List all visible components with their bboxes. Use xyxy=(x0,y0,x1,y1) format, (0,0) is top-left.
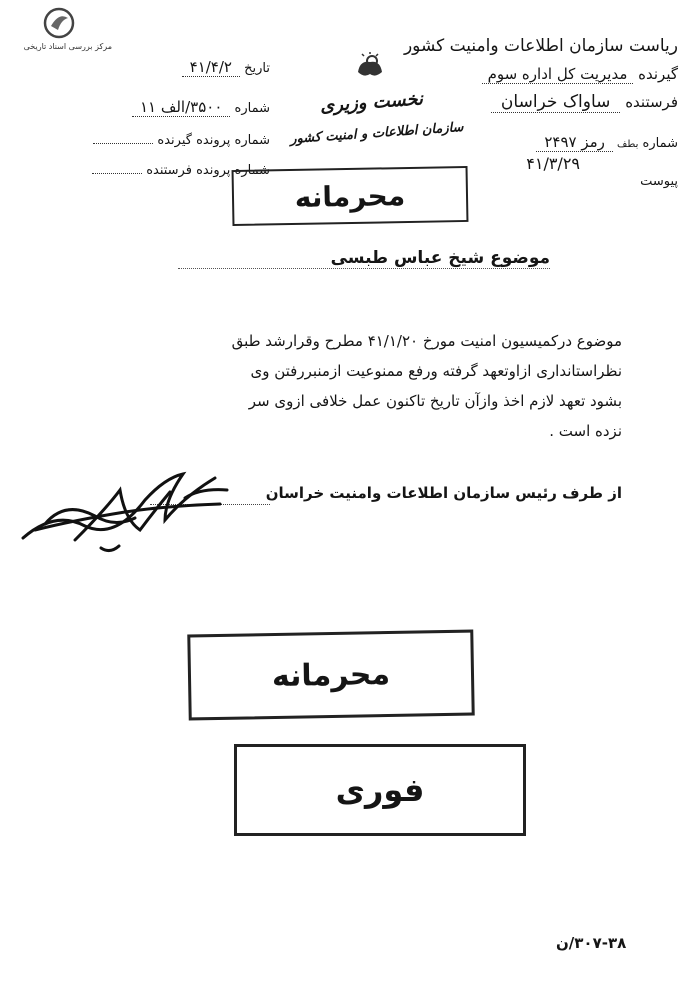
body-line-1: موضوع درکمیسیون امنیت مورخ ۴۱/۱/۲۰ مطرح وقرارشد طبق xyxy=(231,332,622,350)
handwritten-signature xyxy=(15,460,235,560)
recipient-row xyxy=(482,62,678,86)
footer-code: ۳۰۷-۳۸/ن xyxy=(556,934,627,952)
sender-file-label: شماره پرونده فرستنده xyxy=(146,163,270,178)
number-row xyxy=(40,94,270,122)
lion-sun-emblem-icon xyxy=(350,52,390,82)
code-value: رمز ۲۴۹۷ xyxy=(536,133,613,152)
seal-line-2: سازمان اطلاعات و امنیت کشور xyxy=(289,119,464,148)
recipient-label: گیرنده xyxy=(638,65,678,83)
signature-line: از طرف رئیس سازمان اطلاعات وامنیت خراسان xyxy=(265,484,622,502)
recipient-file-row xyxy=(40,128,270,154)
sender-label: فرستنده xyxy=(625,93,678,111)
body-line-4: نزده است . xyxy=(549,422,622,440)
confidential-stamp-middle: محرمانه xyxy=(187,630,474,721)
archive-logo-caption: مرکز بررسی اسناد تاریخی xyxy=(23,42,112,51)
recipient-file-label: شماره پرونده گیرنده xyxy=(157,133,270,148)
recipient-value: مدیریت کل اداره سوم xyxy=(482,65,634,84)
seal-line-1: نخست وزیری xyxy=(319,88,424,117)
code-label: شماره xyxy=(642,136,678,151)
org-title: ریاست سازمان اطلاعات وامنیت کشور xyxy=(403,36,678,56)
sender-row xyxy=(491,90,678,114)
date-value: ۴۱/۴/۲ xyxy=(182,58,240,77)
date-row xyxy=(40,54,270,82)
number-label: شماره xyxy=(234,101,270,116)
attachment-label: پیوست xyxy=(640,174,678,189)
subject-dots xyxy=(178,268,550,269)
sender-value: ساواک خراسان xyxy=(491,92,621,113)
header-left xyxy=(40,54,270,184)
government-seal xyxy=(289,52,464,152)
letter-body xyxy=(62,326,622,446)
archive-logo xyxy=(12,6,112,56)
number-value: ۳۵۰۰/الف ۱۱ xyxy=(132,98,230,117)
archive-logo-icon xyxy=(42,6,76,40)
code-prefix: بطف xyxy=(617,139,639,150)
body-line-2: نظراستانداری ازاوتعهد گرفته ورفع ممنوعیت ازمنبررفتن وی xyxy=(250,362,622,380)
subject: موضوع شیخ عباس طبسی xyxy=(330,248,550,268)
body-line-3: بشود تعهد لازم اخذ وازآن تاریخ تاکنون عمل خلافی ازوی سر xyxy=(248,392,622,410)
date-label: تاریخ xyxy=(244,61,270,76)
urgent-stamp: فوری xyxy=(234,744,526,836)
code-date: ۴۱/۳/۲۹ xyxy=(526,154,580,173)
confidential-stamp-top: محرمانه xyxy=(232,166,469,226)
